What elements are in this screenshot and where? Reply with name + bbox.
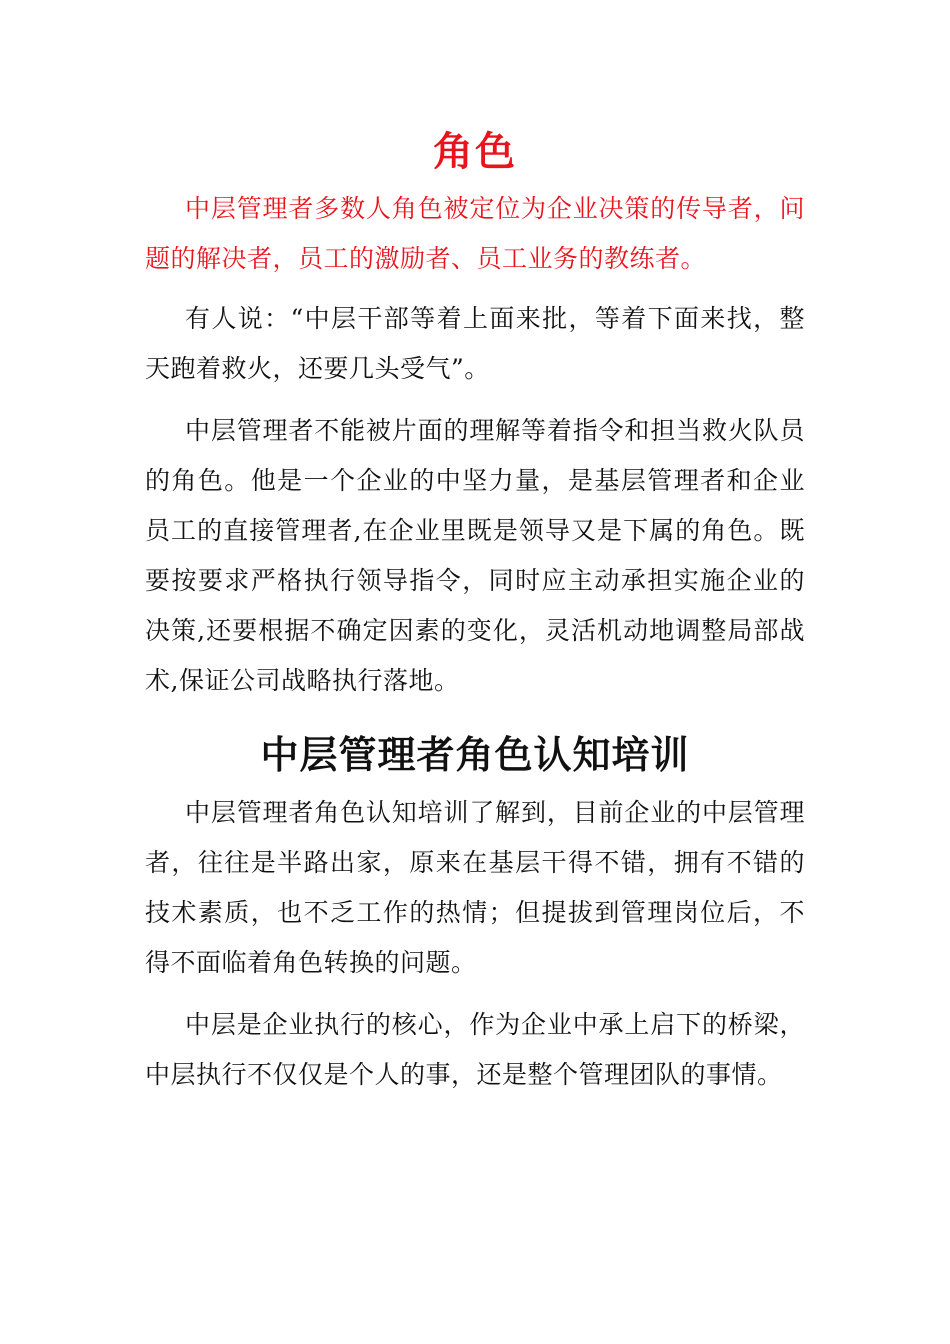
paragraph-execution-core: 中层是企业执行的核心，作为企业中承上启下的桥梁，中层执行不仅仅是个人的事，还是整个管理团队的事情。 [145,1010,805,1089]
section-title-role: 角色 [433,128,517,175]
paragraph-quote: 有人说：“中层干部等着上面来批，等着下面来找，整天跑着救火，还要几头受气”。 [145,304,805,383]
paragraph-training-intro: 中层管理者角色认知培训了解到，目前企业的中层管理者，往往是半路出家，原来在基层干得不错，拥有不错的技术素质，也不乏工作的热情；但提拔到管理岗位后，不得不面临着角色转换的问题。 [145,798,805,977]
paragraph-role-explanation: 中层管理者不能被片面的理解等着指令和担当救火队员的角色。他是一个企业的中坚力量，是基层管理者和企业员工的直接管理者,在企业里既是领导又是下属的角色。既要按要求严格执行领导指令，同时应主动承担实施企业的决策,还要根据不确定因素的变化，灵活机动地调整局部战术,保证公司战略执行落地。 [145,416,805,695]
section-title-training: 中层管理者角色认知培训 [260,732,690,777]
document-content [145,122,805,1100]
paragraph-role-definition: 中层管理者多数人角色被定位为企业决策的传导者，问题的解决者，员工的激励者、员工业务的教练者。 [145,194,805,273]
